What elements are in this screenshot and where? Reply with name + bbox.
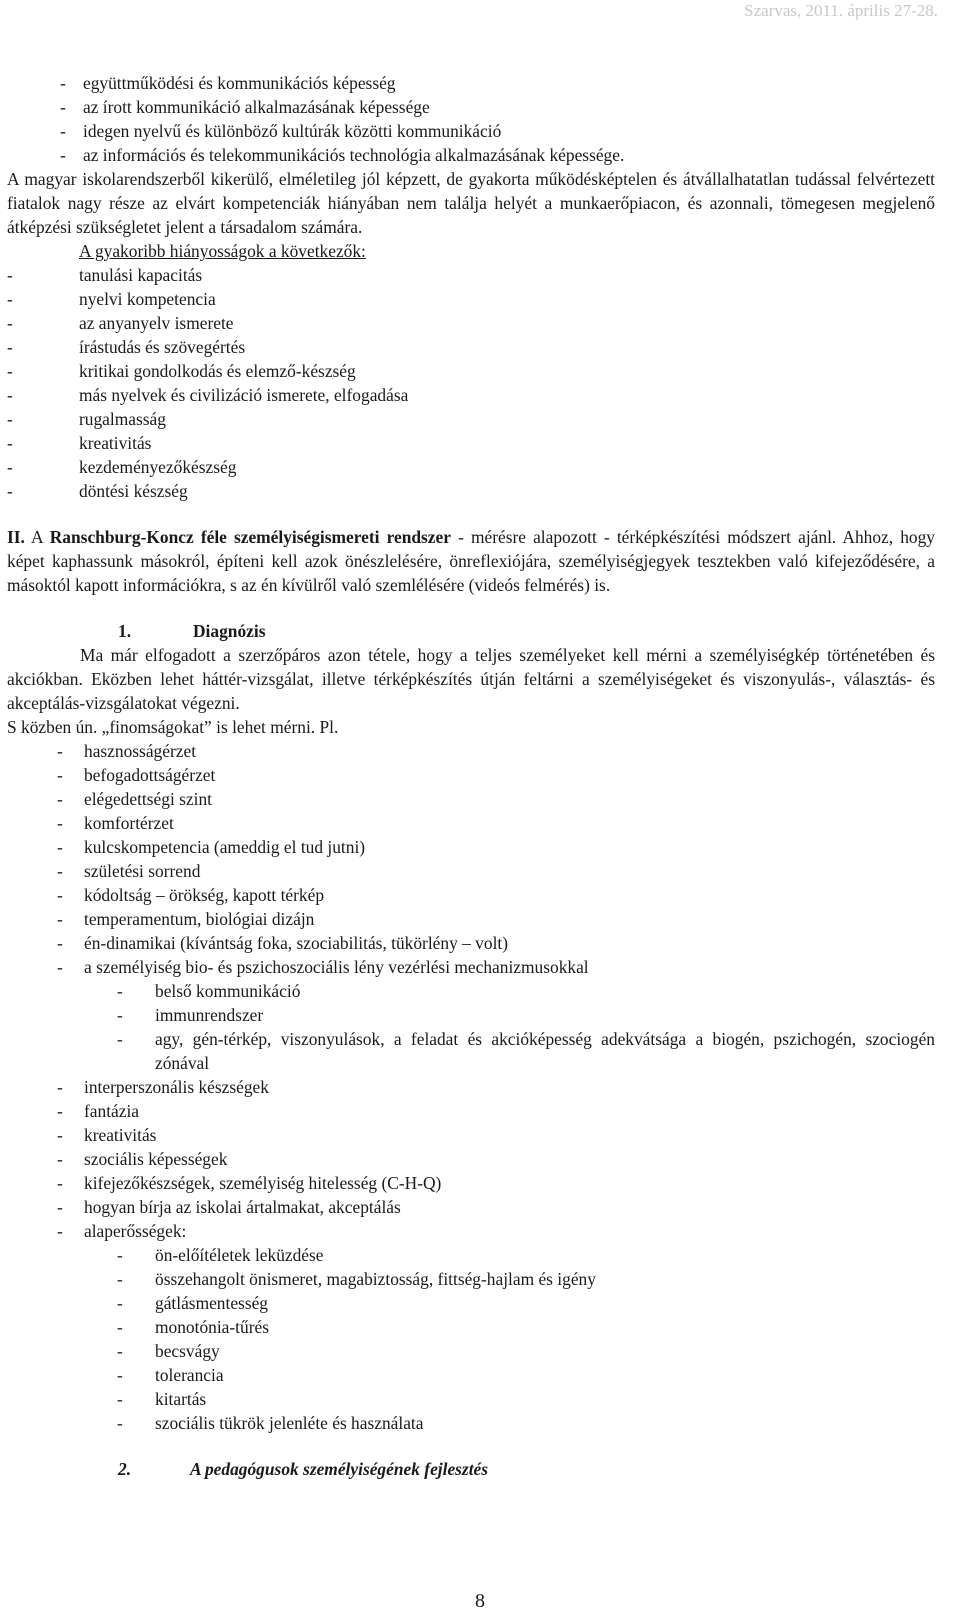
list-item: - a személyiség bio- és pszichoszociális lény vezérlési mechanizmusokkal — [57, 957, 589, 977]
list-item: - hasznosságérzet — [57, 741, 197, 761]
section-numeral: II. — [7, 527, 25, 547]
sub-list-item: - becsvágy — [117, 1341, 220, 1361]
list-item: - rugalmasság — [7, 409, 166, 429]
measures-list — [7, 739, 935, 1435]
list-item: - kulcskompetencia (ameddig el tud jutni) — [57, 837, 366, 857]
section-text: - mérésre alapozott - térképkészítési módszert ajánl. Ahhoz, hogy képet kaphassunk másokról, építeni kell azok önészlelésére, önreflexiójára, személyiségjegyek tesztekben való kifejeződésére, a másoktól kapott információkra, s az én kívülről való szemlélésére (videós felmérés) is. — [7, 527, 935, 595]
list-item: - kifejezőkészségek, személyiség hitelesség (C-H-Q) — [57, 1173, 442, 1193]
heading-title: Diagnózis — [193, 621, 266, 641]
list-item: - hogyan bírja az iskolai ártalmakat, akceptálás — [57, 1197, 401, 1217]
deficits-list — [7, 263, 935, 503]
sub-list-item: - gátlásmentesség — [117, 1293, 269, 1313]
deficits-heading: A gyakoribb hiányosságok a következők: — [79, 241, 366, 261]
list-item: - együttműködési és kommunikációs képesség — [60, 73, 396, 93]
sub-list-item: - agy, gén-térkép, viszonyulások, a feladat és akcióképesség adekvátsága a biogén, pszichogén, szociogén zónával — [117, 1029, 935, 1073]
heading-number: 1. — [118, 621, 132, 641]
diagnosis-heading — [7, 619, 935, 643]
sub-list-item: - belső kommunikáció — [117, 981, 301, 1001]
list-item: - kreativitás — [57, 1125, 157, 1145]
list-item: - írástudás és szövegértés — [7, 337, 246, 357]
list-item: - elégedettségi szint — [57, 789, 212, 809]
list-item: - szociális képességek — [57, 1149, 228, 1169]
list-item: - kritikai gondolkodás és elemző-készség — [7, 361, 356, 381]
list-item: - befogadottságérzet — [57, 765, 216, 785]
competence-list — [7, 71, 935, 167]
sub-list-item: - összehangolt önismeret, magabiztosság, fittség-hajlam és igény — [117, 1269, 596, 1289]
document-body — [7, 71, 935, 1481]
sub-list-item: - kitartás — [117, 1389, 207, 1409]
sub-list-item: - monotónia-tűrés — [117, 1317, 269, 1337]
list-item: - kreativitás — [7, 433, 152, 453]
sub-list-item: - tolerancia — [117, 1365, 224, 1385]
list-item: - az írott kommunikáció alkalmazásának képessége — [60, 97, 430, 117]
heading-title: A pedagógusok személyiségének fejlesztés — [190, 1459, 489, 1479]
list-item: - az információs és telekommunikációs technológia alkalmazásának képessége. — [60, 145, 625, 165]
list-item: - kódoltság – örökség, kapott térkép — [57, 885, 325, 905]
subsection-heading — [7, 1457, 935, 1481]
list-item: - más nyelvek és civilizáció ismerete, elfogadása — [7, 385, 409, 405]
list-item: - döntési készség — [7, 481, 188, 501]
list-item: - kezdeményezőkészség — [7, 457, 237, 477]
list-item: - interperszonális készségek — [57, 1077, 269, 1097]
list-item: - komfortérzet — [57, 813, 174, 833]
list-item: - temperamentum, biológiai dizájn — [57, 909, 315, 929]
section-two-paragraph — [7, 525, 935, 597]
page-header: Szarvas, 2011. április 27-28. — [744, 1, 938, 20]
diagnosis-paragraph: Ma már elfogadott a szerzőpáros azon tétele, hogy a teljes személyeket kell mérni a személyiségkép történetében és akciókban. Eközben lehet háttér-vizsgálat, illetve térképkészítés útján feltárni a személyiségeket és viszonyulás-, választás- és akceptálás-vizsgálatokat végezni. — [7, 645, 935, 713]
list-item: - az anyanyelv ismerete — [7, 313, 234, 333]
section-text: A — [31, 527, 43, 547]
diagnosis-line: S közben ún. „finomságokat” is lehet mérni. Pl. — [7, 717, 339, 737]
list-item: - születési sorrend — [57, 861, 201, 881]
heading-number: 2. — [118, 1459, 132, 1479]
list-item: - én-dinamikai (kívántság foka, szociabilitás, tükörlény – volt) — [57, 933, 509, 953]
system-name: Ranschburg-Koncz féle személyiségismereti rendszer — [49, 527, 451, 547]
list-item: - tanulási kapacitás — [7, 265, 203, 285]
paragraph: A magyar iskolarendszerből kikerülő, elméletileg jól képzett, de gyakorta működésképtelen és átvállalhatatlan tudással felvértezett fiatalok nagy része az elvárt kompetenciák hiányában nem találja helyét a munkaerőpiacon, és azonnali, tömegesen megjelenő átképzési szükségletet jelent a társadalom számára. — [7, 169, 935, 237]
sub-list-item: - szociális tükrök jelenléte és használata — [117, 1413, 424, 1433]
list-item: - idegen nyelvű és különböző kultúrák közötti kommunikáció — [60, 121, 502, 141]
sub-list-item: - ön-előítéletek leküzdése — [117, 1245, 324, 1265]
list-item: - alaperősségek: — [57, 1221, 187, 1241]
list-item: - fantázia — [57, 1101, 140, 1121]
list-item: - nyelvi kompetencia — [7, 289, 216, 309]
page-number: 8 — [475, 1590, 485, 1612]
sub-list-item: - immunrendszer — [117, 1005, 264, 1025]
